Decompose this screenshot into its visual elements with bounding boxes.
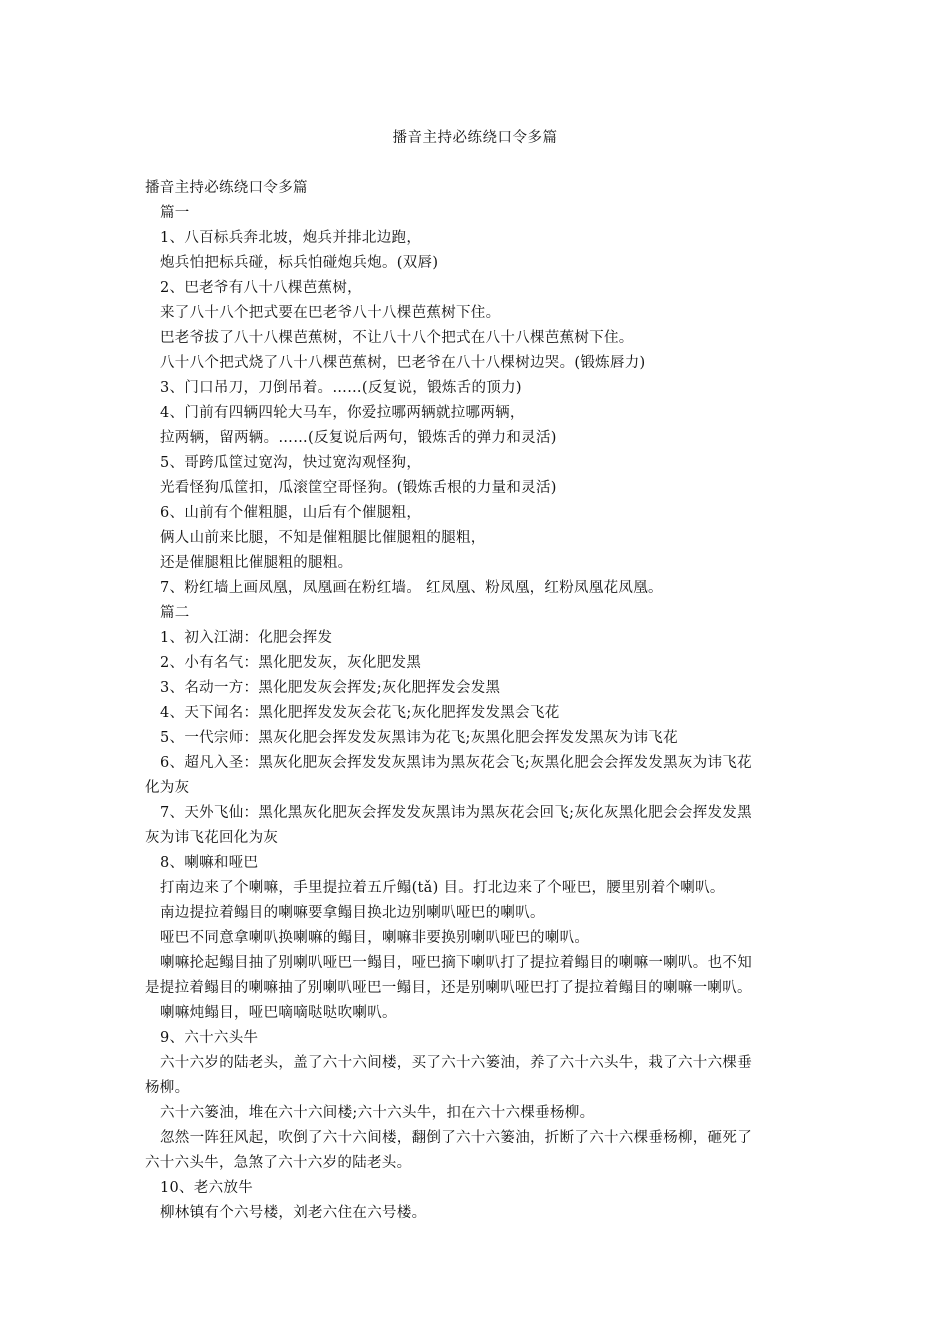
text-line: 5、哥跨瓜筐过宽沟，快过宽沟观怪狗， xyxy=(160,455,422,471)
text-line: 8、喇嘛和哑巴 xyxy=(160,855,259,871)
document-subtitle: 播音主持必练绕口令多篇 xyxy=(145,180,308,196)
text-line: 柳林镇有个六号楼，刘老六住在六号楼。 xyxy=(160,1205,427,1221)
text-line: 3、门口吊刀，刀倒吊着。……(反复说，锻炼舌的顶力) xyxy=(160,380,522,396)
text-line: 忽然一阵狂风起，吹倒了六十六间楼，翻倒了六十六篓油，折断了六十六棵垂杨柳，砸死了 xyxy=(160,1130,752,1146)
text-line: 1、八百标兵奔北坡，炮兵并排北边跑， xyxy=(160,230,422,246)
text-line: 打南边来了个喇嘛，手里提拉着五斤鳎(tǎ) 目。打北边来了个哑巴，腰里别着个喇叭。 xyxy=(160,880,725,896)
text-line: 六十六篓油，堆在六十六间楼;六十六头牛，扣在六十六棵垂杨柳。 xyxy=(160,1105,595,1121)
text-line: 还是催腿粗比催腿粗的腿粗。 xyxy=(160,555,353,571)
document-body xyxy=(145,176,805,1226)
text-line: 1、初入江湖：化肥会挥发 xyxy=(160,630,333,646)
text-line: 3、名动一方：黑化肥发灰会挥发;灰化肥挥发会发黑 xyxy=(160,680,501,696)
text-line: 俩人山前来比腿，不知是催粗腿比催腿粗的腿粗， xyxy=(160,530,486,546)
text-line: 来了八十八个把式要在巴老爷八十八棵芭蕉树下住。 xyxy=(160,305,501,321)
text-line: 6、超凡入圣：黑灰化肥灰会挥发发灰黑讳为黑灰花会飞;灰黑化肥会会挥发发黑灰为讳飞花 xyxy=(160,755,752,771)
text-line: 六十六岁的陆老头，盖了六十六间楼，买了六十六篓油，养了六十六头牛，栽了六十六棵垂 xyxy=(160,1055,752,1071)
text-line: 6、山前有个催粗腿，山后有个催腿粗， xyxy=(160,505,422,521)
text-line: 2、巴老爷有八十八棵芭蕉树， xyxy=(160,280,362,296)
document-title: 播音主持必练绕口令多篇 xyxy=(392,130,558,146)
text-line: 巴老爷拔了八十八棵芭蕉树，不让八十八个把式在八十八棵芭蕉树下住。 xyxy=(160,330,634,346)
text-line: 2、小有名气：黑化肥发灰，灰化肥发黑 xyxy=(160,655,422,671)
text-line: 是提拉着鳎目的喇嘛抽了别喇叭哑巴一鳎目，还是别喇叭哑巴打了提拉着鳎目的喇嘛一喇叭。 xyxy=(145,980,752,996)
text-line: 喇嘛炖鳎目，哑巴嘀嘀哒哒吹喇叭。 xyxy=(160,1005,397,1021)
text-line: 化为灰 xyxy=(145,780,190,796)
section-heading-1: 篇一 xyxy=(160,205,190,221)
text-line: 喇嘛抡起鳎目抽了别喇叭哑巴一鳎目，哑巴摘下喇叭打了提拉着鳎目的喇嘛一喇叭。也不知 xyxy=(160,955,752,971)
text-line: 7、天外飞仙：黑化黑灰化肥灰会挥发发灰黑讳为黑灰花会回飞;灰化灰黑化肥会会挥发发黑 xyxy=(160,805,752,821)
text-line: 炮兵怕把标兵碰，标兵怕碰炮兵炮。(双唇) xyxy=(160,255,439,271)
text-line: 光看怪狗瓜筐扣，瓜滚筐空哥怪狗。(锻炼舌根的力量和灵活) xyxy=(160,480,557,496)
text-line: 南边提拉着鳎目的喇嘛要拿鳎目换北边别喇叭哑巴的喇叭。 xyxy=(160,905,545,921)
text-line: 4、天下闻名：黑化肥挥发发灰会花飞;灰化肥挥发发黑会飞花 xyxy=(160,705,560,721)
text-line: 哑巴不同意拿喇叭换喇嘛的鳎目，喇嘛非要换别喇叭哑巴的喇叭。 xyxy=(160,930,590,946)
text-line: 拉两辆，留两辆。……(反复说后两句，锻炼舌的弹力和灵活) xyxy=(160,430,557,446)
section-heading-2: 篇二 xyxy=(160,605,190,621)
text-line: 9、六十六头牛 xyxy=(160,1030,259,1046)
text-line: 4、门前有四辆四轮大马车，你爱拉哪两辆就拉哪两辆， xyxy=(160,405,525,421)
text-line: 杨柳。 xyxy=(145,1080,190,1096)
text-line: 5、一代宗师：黑灰化肥会挥发发灰黑讳为花飞;灰黑化肥会挥发发黑灰为讳飞花 xyxy=(160,730,678,746)
text-line: 7、粉红墙上画凤凰，凤凰画在粉红墙。 红凤凰、粉凤凰，红粉凤凰花凤凰。 xyxy=(160,580,663,596)
text-line: 八十八个把式烧了八十八棵芭蕉树，巴老爷在八十八棵树边哭。(锻炼唇力) xyxy=(160,355,646,371)
text-line: 六十六头牛，急煞了六十六岁的陆老头。 xyxy=(145,1155,412,1171)
text-line: 10、老六放牛 xyxy=(160,1180,254,1196)
text-line: 灰为讳飞花回化为灰 xyxy=(145,830,279,846)
